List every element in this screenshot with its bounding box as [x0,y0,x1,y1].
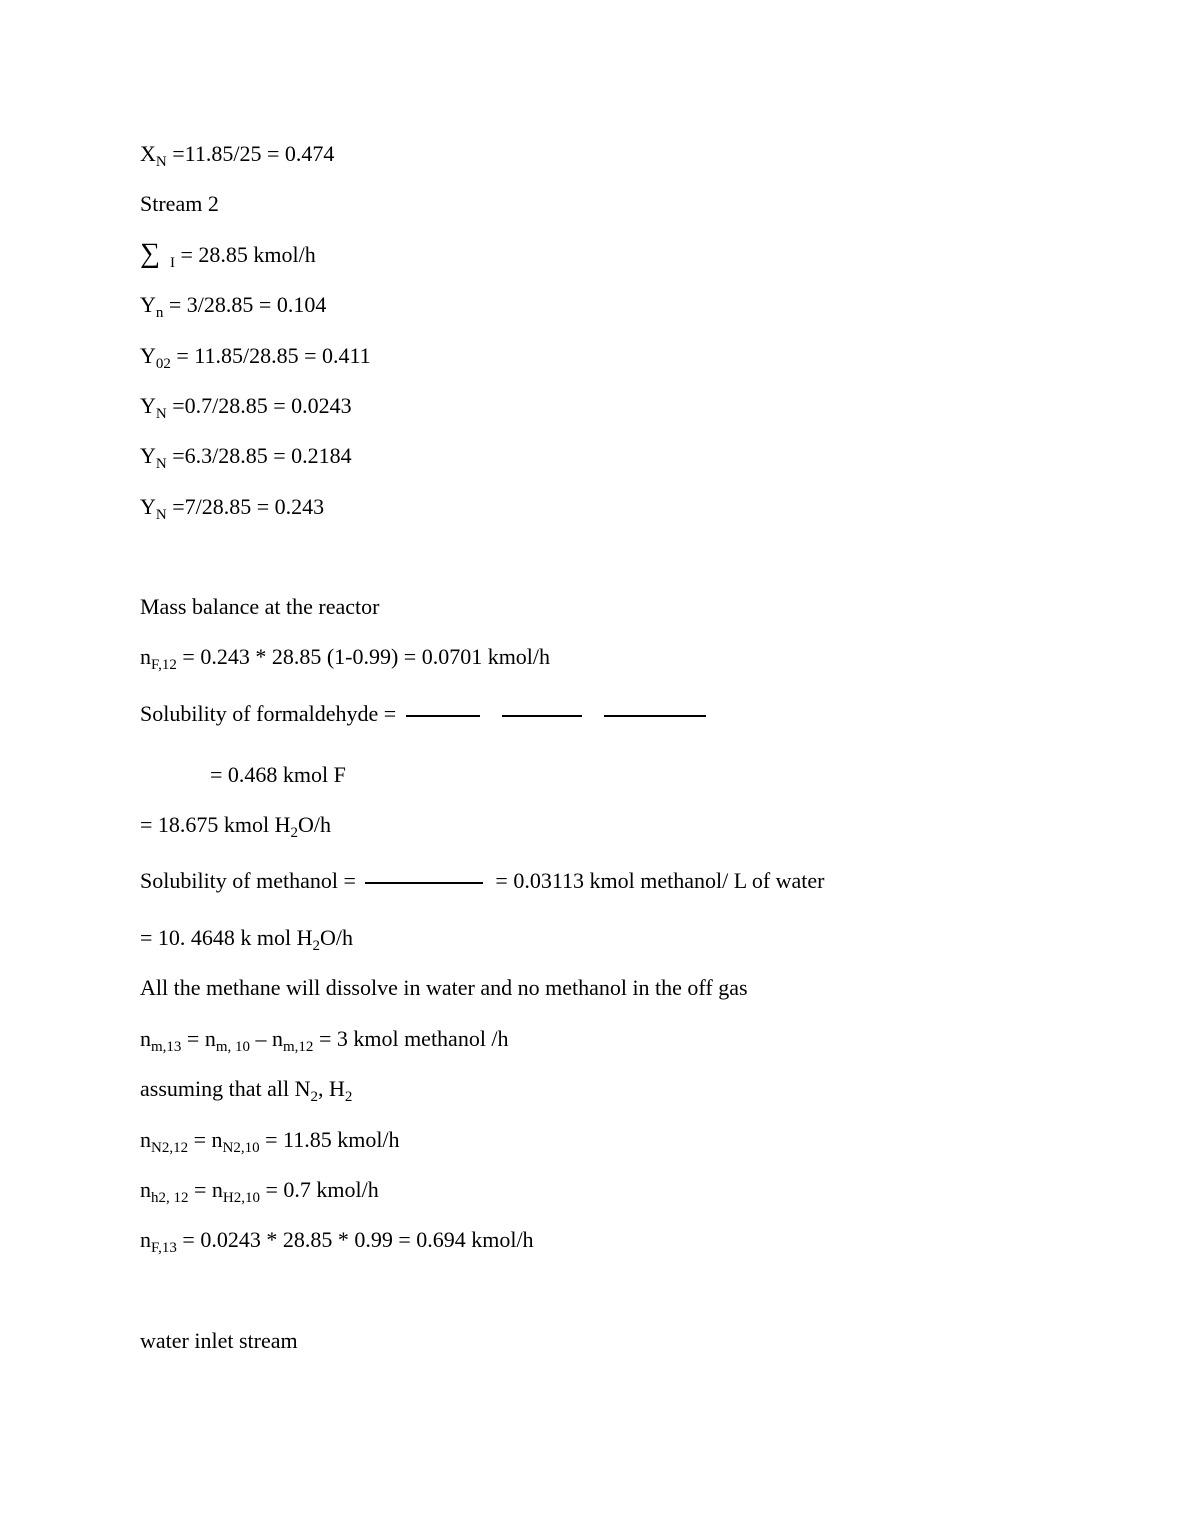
line-solubility-methanol: Solubility of methanol = = 0.03113 kmol methanol/ L of water [140,868,825,893]
line-nh2: $n_{h2, 12} = n_{H2,10} = 0.7$ kmol/h [140,1177,379,1206]
line-assuming: assuming that all $N_2$, $H_2$ [140,1076,353,1105]
line-yn-2: $Y_N =6.3/28.85 = 0.2184$ [140,443,352,472]
line-nm13: $n_{m,13} = n_{m, 10} - n_{m,12} = 3$ kmol methanol /h [140,1026,509,1055]
fraction-rule [502,715,582,717]
fraction-rule [406,715,480,717]
line-stream-2: Stream 2 [140,191,219,216]
line-water-1: = 18.675 kmol $H_2O/h$ [140,812,332,841]
line-water-2: = 10. 4648 k mol $H_2O/h$ [140,925,354,954]
line-yn-1: $Y_N =0.7/28.85 = 0.0243$ [140,393,352,422]
sigma-symbol: ∑ [140,238,160,269]
line-yn-3: $Y_N =7/28.85 = 0.243$ [140,494,325,523]
fraction-rule [365,882,483,884]
line-yn-small: $Y_n = 3/28.85 = 0.104$ [140,292,327,321]
line-solubility-formaldehyde: Solubility of formaldehyde = [140,701,706,727]
line-water-inlet: water inlet stream [140,1328,298,1353]
fraction-rule [604,715,706,717]
line-nf13: $n_{F,13} = 0.0243 * 28.85 * 0.99 = 0.694$ kmol/h [140,1227,534,1256]
line-nf12: $n_{F,12} = 0.243 * 28.85$ (1-0.99) = 0.0701 kmol/h [140,644,551,673]
line-dissolve: All the methane will dissolve in water and no methanol in the off gas [140,975,748,1000]
line-sum: ∑ $_I$ = 28.85 kmol/h [140,238,316,271]
line-xn: $X_N =11.85/25 = 0.474$ [140,141,335,170]
line-kmol-f: = 0.468 kmol F [210,762,346,787]
line-nn2: $n_{N2,12} = n_{N2,10} = 11.85$ kmol/h [140,1127,400,1156]
line-y02: $Y_{02} = 11.85/28.85 = 0.411$ [140,343,371,372]
line-mass-balance: Mass balance at the reactor [140,594,380,619]
